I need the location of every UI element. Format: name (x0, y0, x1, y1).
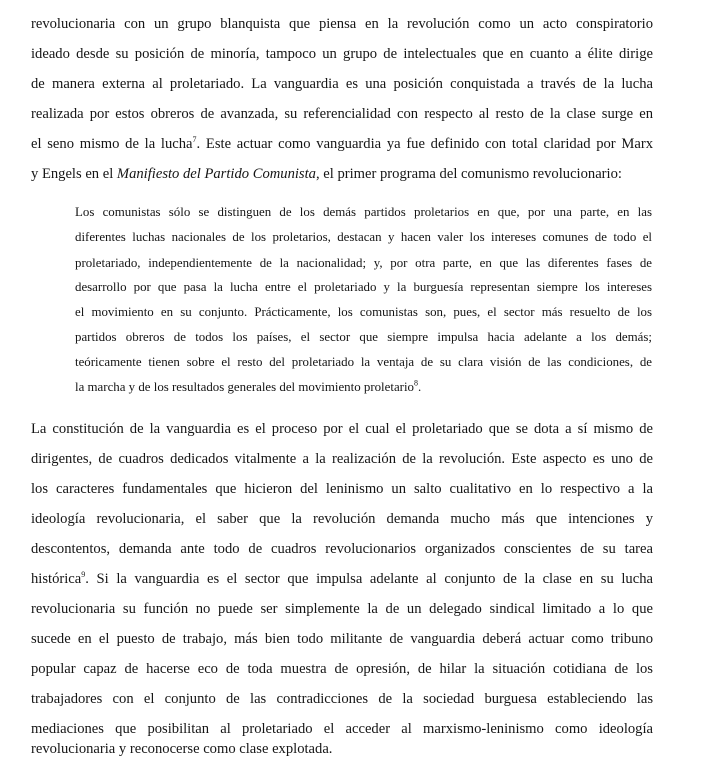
line-text: la marcha y de los resultados generales del movimiento proletario (75, 380, 414, 394)
quote-line: desarrollo por que pasa la lucha entre el proletariado y la burguesía representan siempre los intereses (75, 280, 652, 294)
paragraph-line: revolucionaria su función no puede ser simplemente la de un delegado sindical limitado a lo que (31, 601, 653, 617)
paragraph-line: mediaciones que posibilitan al proletariado el acceder al marxismo-leninismo como ideología (31, 721, 653, 737)
paragraph-line (31, 164, 653, 184)
footnote-ref-9: 9 (81, 570, 86, 580)
line-text: . Este actuar como vanguardia ya fue definido con total claridad por Marx (196, 136, 653, 152)
line-text: y Engels en el (31, 166, 117, 182)
quote-line: partidos obreros de todos los países, el sector que siempre impulsa hacia adelante a los demás; (75, 330, 652, 344)
line-text: , el primer programa del comunismo revolucionario: (315, 166, 622, 182)
paragraph-line: dirigentes, de cuadros dedicados vitalmente a la realización de la revolución. Este aspecto es uno de (31, 451, 653, 467)
paragraph-line: revolucionaria y reconocerse como clase explotada. (31, 741, 333, 757)
paragraph-line: ideología revolucionaria, el saber que la revolución demanda mucho más que intenciones y (31, 511, 653, 527)
quote-line: Los comunistas sólo se distinguen de los demás partidos proletarios en que, por una parte, en las (75, 205, 652, 219)
line-text: histórica (31, 571, 82, 587)
book-title: Manifiesto del Partido Comunista (116, 166, 316, 182)
footnote-ref-7: 7 (192, 135, 197, 145)
quote-line (75, 378, 652, 396)
paragraph-line: revolucionaria con un grupo blanquista que piensa en la revolución como un acto conspiratorio (31, 16, 653, 32)
paragraph-line: los caracteres fundamentales que hicieron del leninismo un salto cualitativo en lo respectivo a la (31, 481, 653, 497)
line-text: . (417, 380, 422, 394)
footnote-ref-8: 8 (413, 378, 418, 388)
paragraph-line: descontentos, demanda ante todo de cuadros revolucionarios organizados conscientes de su tarea (31, 541, 653, 557)
paragraph-line (31, 569, 653, 589)
quote-line: teóricamente tienen sobre el resto del proletariado la ventaja de su clara visión de las condiciones, de (75, 355, 652, 369)
paragraph-line: sucede en el puesto de trabajo, más bien todo militante de vanguardia deberá actuar como tribuno (31, 631, 653, 647)
quote-line: proletariado, independientemente de la nacionalidad; y, por otra parte, en que las diferentes fases de (75, 256, 652, 270)
line-text: el seno mismo de la lucha (31, 136, 193, 152)
paragraph-line: popular capaz de hacerse eco de toda muestra de opresión, de hilar la situación cotidiana de los (31, 661, 653, 677)
quote-line: el movimiento en su conjunto. Prácticamente, los comunistas son, pues, el sector más resuelto de los (75, 305, 652, 319)
paragraph-line: de manera externa al proletariado. La vanguardia es una posición conquistada a través de la lucha (31, 76, 653, 92)
paragraph-line: ideado desde su posición de minoría, tampoco un grupo de intelectuales que en cuanto a élite dirige (31, 46, 653, 62)
paragraph-line: La constitución de la vanguardia es el proceso por el cual el proletariado que se dota a sí mismo de (31, 421, 653, 437)
paragraph-line: trabajadores con el conjunto de las contradicciones de la sociedad burguesa estableciendo las (31, 691, 653, 707)
line-text: . Si la vanguardia es el sector que impulsa adelante al conjunto de la clase en su lucha (85, 571, 653, 587)
paragraph-line: realizada por estos obreros de avanzada, su referencialidad con respecto al resto de la clase surge en (31, 106, 653, 122)
quote-line: diferentes luchas nacionales de los proletarios, destacan y hacen valer los intereses comunes de todo el (75, 230, 652, 244)
paragraph-line (31, 134, 653, 154)
